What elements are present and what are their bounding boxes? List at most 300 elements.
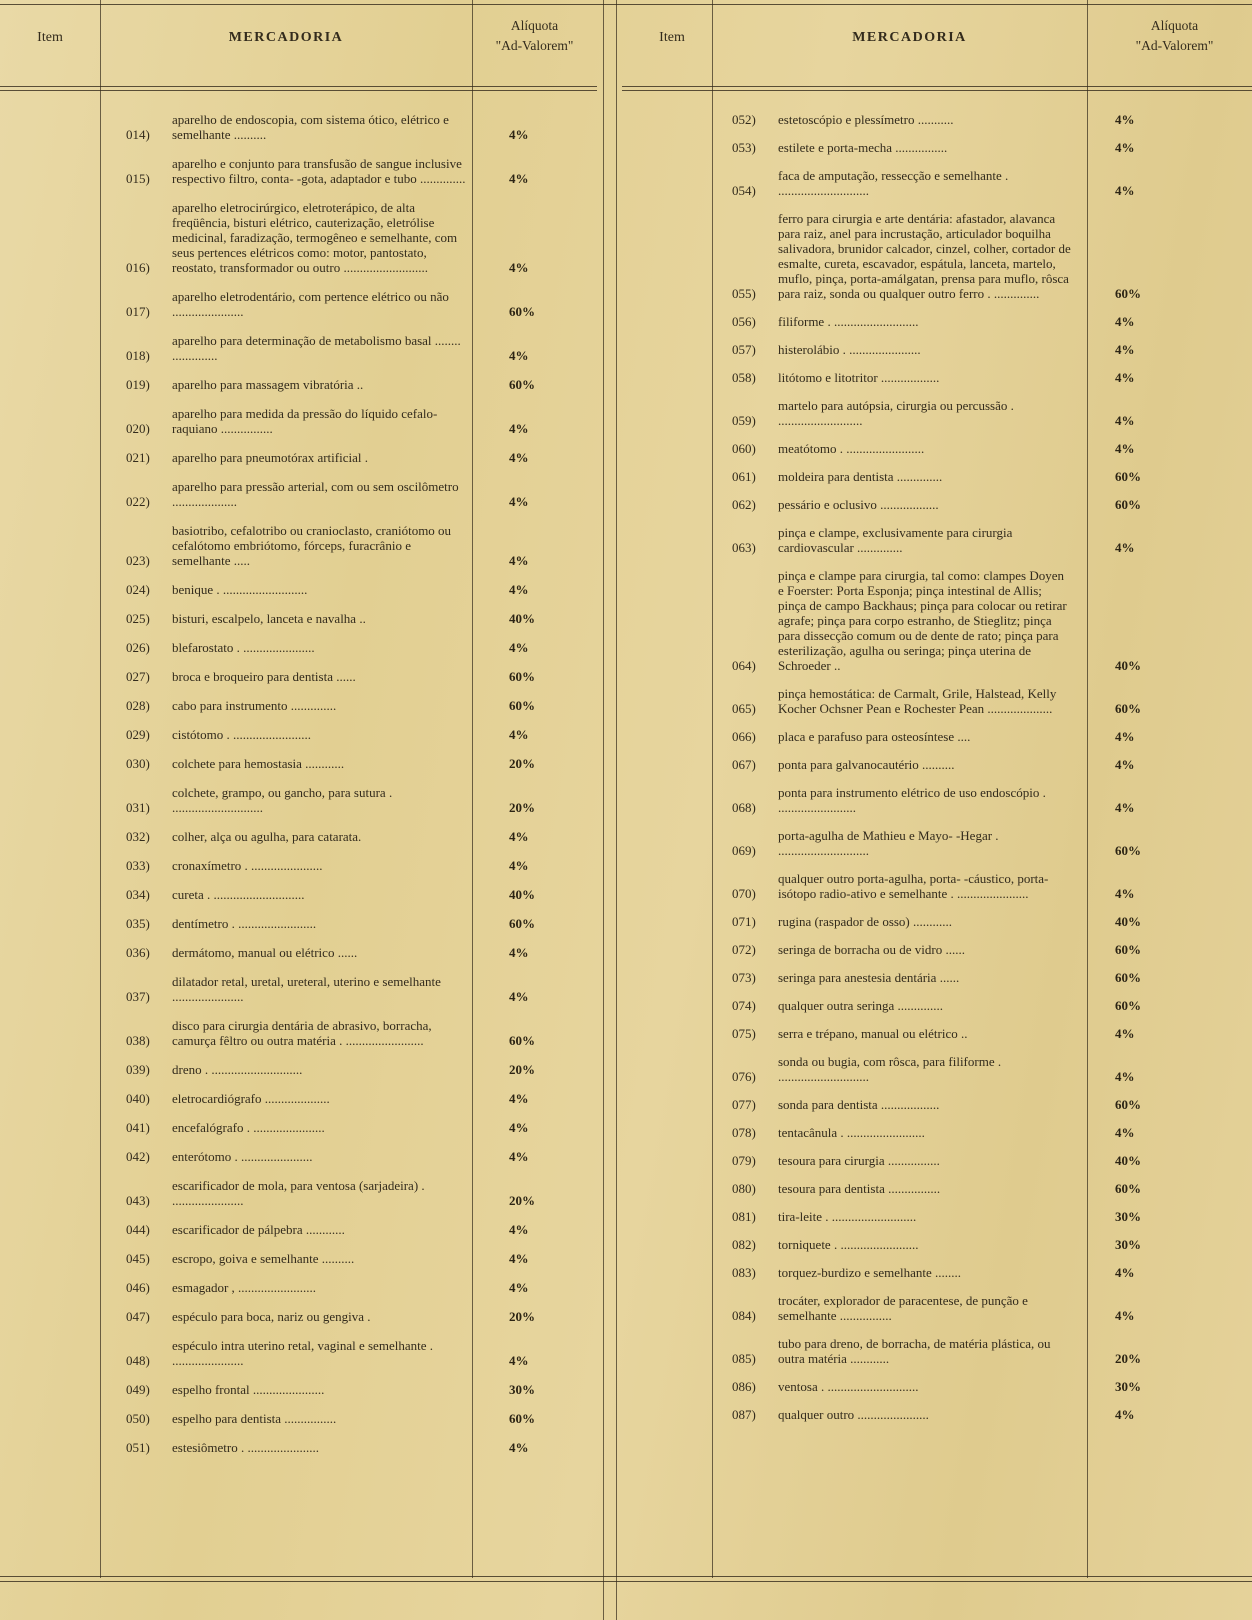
item-number: 085) [732, 1351, 756, 1366]
item-ad-valorem-rate: 60% [1115, 286, 1141, 301]
item-ad-valorem-rate: 4% [509, 727, 529, 742]
item-description: pinça hemostática: de Carmalt, Grile, Halstead, Kelly Kocher Ochsner Pean e Rochester Pean .................... [778, 686, 1057, 716]
tariff-row [126, 785, 566, 815]
item-description: escropo, goiva e semelhante .......... [172, 1251, 355, 1266]
item-ad-valorem-rate: 4% [509, 989, 529, 1004]
tariff-row [126, 112, 566, 142]
item-description: dreno . ............................ [172, 1062, 303, 1077]
item-ad-valorem-rate: 60% [1115, 497, 1141, 512]
tariff-row [732, 1407, 1202, 1422]
item-number: 069) [732, 843, 756, 858]
item-description: colchete para hemostasia ............ [172, 756, 345, 771]
item-description: espelho para dentista ................ [172, 1411, 337, 1426]
item-ad-valorem-rate: 4% [1115, 1265, 1135, 1280]
item-ad-valorem-rate: 4% [1115, 729, 1135, 744]
item-description: faca de amputação, ressecção e semelhante . ............................ [778, 168, 1009, 198]
item-ad-valorem-rate: 4% [509, 1440, 529, 1455]
item-description: aparelho para massagem vibratória .. [172, 377, 364, 392]
tariff-row [732, 998, 1202, 1013]
item-number: 060) [732, 441, 756, 456]
tariff-row [126, 1018, 566, 1048]
item-number: 024) [126, 582, 150, 597]
item-ad-valorem-rate: 60% [1115, 942, 1141, 957]
tariff-row [732, 568, 1202, 673]
item-ad-valorem-rate: 60% [1115, 1097, 1141, 1112]
tariff-row [126, 640, 566, 655]
tariff-row [126, 1178, 566, 1208]
item-ad-valorem-rate: 4% [1115, 140, 1135, 155]
item-number: 053) [732, 140, 756, 155]
item-number: 083) [732, 1265, 756, 1280]
item-description: rugina (raspador de osso) ............ [778, 914, 953, 929]
item-description: torniquete . ........................ [778, 1237, 919, 1252]
right-header-aliquota-line1: Alíquota [1150, 18, 1199, 33]
item-number: 018) [126, 348, 150, 363]
item-ad-valorem-rate: 4% [509, 348, 529, 363]
item-description: dilatador retal, uretal, ureteral, uterino e semelhante ...................... [172, 974, 441, 1004]
item-description: cistótomo . ........................ [172, 727, 312, 742]
item-ad-valorem-rate: 60% [509, 1411, 535, 1426]
item-ad-valorem-rate: 60% [1115, 701, 1141, 716]
item-number: 041) [126, 1120, 150, 1135]
item-number: 062) [732, 497, 756, 512]
tariff-row [732, 525, 1202, 555]
item-number: 014) [126, 127, 150, 142]
tariff-row [126, 200, 566, 275]
tariff-row [732, 469, 1202, 484]
item-ad-valorem-rate: 4% [509, 1091, 529, 1106]
item-ad-valorem-rate: 4% [509, 421, 529, 436]
item-number: 040) [126, 1091, 150, 1106]
item-number: 087) [732, 1407, 756, 1422]
item-ad-valorem-rate: 4% [509, 1353, 529, 1368]
item-number: 043) [126, 1193, 150, 1208]
item-number: 025) [126, 611, 150, 626]
item-number: 072) [732, 942, 756, 957]
tariff-row [732, 729, 1202, 744]
item-description: ponta para galvanocautério .......... [778, 757, 955, 772]
right-header-item-label: Item [659, 30, 685, 45]
item-ad-valorem-rate: 60% [1115, 970, 1141, 985]
tariff-row [732, 1153, 1202, 1168]
item-number: 079) [732, 1153, 756, 1168]
item-description: serra e trépano, manual ou elétrico .. [778, 1026, 968, 1041]
item-number: 027) [126, 669, 150, 684]
item-description: aparelho de endoscopia, com sistema ótico, elétrico e semelhante .......... [172, 112, 449, 142]
center-panel-divider-2 [616, 0, 617, 1620]
item-description: disco para cirurgia dentária de abrasivo, borracha, camurça fêltro ou outra matéria . ........................ [172, 1018, 432, 1048]
tariff-row [126, 479, 566, 509]
item-number: 061) [732, 469, 756, 484]
tariff-row [126, 945, 566, 960]
item-description: tentacânula . ........................ [778, 1125, 925, 1140]
item-description: cureta . ............................ [172, 887, 305, 902]
item-number: 084) [732, 1308, 756, 1323]
tariff-row [126, 1062, 566, 1077]
item-description: broca e broqueiro para dentista ...... [172, 669, 356, 684]
tariff-row [126, 450, 566, 465]
item-description: qualquer outro ...................... [778, 1407, 929, 1422]
tariff-row [126, 1280, 566, 1295]
item-description: trocáter, explorador de paracentese, de punção e semelhante ................ [778, 1293, 1028, 1323]
tariff-row [732, 942, 1202, 957]
tariff-row [126, 669, 566, 684]
tariff-row [732, 398, 1202, 428]
tariff-row [732, 497, 1202, 512]
item-ad-valorem-rate: 30% [1115, 1237, 1141, 1252]
item-ad-valorem-rate: 20% [509, 800, 535, 815]
item-ad-valorem-rate: 4% [1115, 441, 1135, 456]
tariff-row [732, 1237, 1202, 1252]
item-description: tesoura para cirurgia ................ [778, 1153, 940, 1168]
tariff-row [126, 1382, 566, 1397]
tariff-row [732, 1026, 1202, 1041]
item-number: 086) [732, 1379, 756, 1394]
item-description: filiforme . .......................... [778, 314, 919, 329]
tariff-row [732, 1209, 1202, 1224]
item-number: 039) [126, 1062, 150, 1077]
item-ad-valorem-rate: 40% [1115, 914, 1141, 929]
item-description: escarificador de pálpebra ............ [172, 1222, 345, 1237]
tariff-row [126, 1251, 566, 1266]
item-description: aparelho para determinação de metabolismo basal ........ .............. [172, 333, 461, 363]
item-description: estesiômetro . ...................... [172, 1440, 319, 1455]
tariff-row [126, 1309, 566, 1324]
left-table-panel [0, 0, 597, 1620]
tariff-row [732, 828, 1202, 858]
item-ad-valorem-rate: 4% [509, 127, 529, 142]
item-description: placa e parafuso para osteosíntese .... [778, 729, 971, 744]
tariff-row [126, 974, 566, 1004]
item-ad-valorem-rate: 4% [1115, 370, 1135, 385]
item-description: aparelho para pressão arterial, com ou sem oscilômetro .................... [172, 479, 459, 509]
item-number: 077) [732, 1097, 756, 1112]
item-number: 068) [732, 800, 756, 815]
item-number: 031) [126, 800, 150, 815]
item-ad-valorem-rate: 4% [509, 1251, 529, 1266]
item-number: 017) [126, 304, 150, 319]
tariff-row [732, 314, 1202, 329]
tariff-row [732, 370, 1202, 385]
item-description: tesoura para dentista ................ [778, 1181, 941, 1196]
item-number: 050) [126, 1411, 150, 1426]
tariff-row [126, 289, 566, 319]
left-header-mercadoria-label: MERCADORIA [228, 30, 344, 45]
item-ad-valorem-rate: 60% [1115, 843, 1141, 858]
item-description: eletrocardiógrafo .................... [172, 1091, 330, 1106]
tariff-row [126, 858, 566, 873]
tariff-row [732, 871, 1202, 901]
right-header-aliquota-line2: "Ad-Valorem" [1135, 38, 1214, 53]
item-number: 042) [126, 1149, 150, 1164]
item-ad-valorem-rate: 4% [1115, 183, 1135, 198]
item-number: 082) [732, 1237, 756, 1252]
item-ad-valorem-rate: 60% [1115, 1181, 1141, 1196]
item-ad-valorem-rate: 4% [1115, 413, 1135, 428]
item-description: dentímetro . ........................ [172, 916, 317, 931]
item-description: aparelho eletrodentário, com pertence elétrico ou não ...................... [172, 289, 449, 319]
tariff-row [126, 756, 566, 771]
tariff-row [732, 1379, 1202, 1394]
item-description: qualquer outro porta-agulha, porta- -cáustico, porta-isótopo radio-ativo e semelhante . ...................... [778, 871, 1049, 901]
item-ad-valorem-rate: 4% [509, 494, 529, 509]
item-description: colchete, grampo, ou gancho, para sutura . ............................ [172, 785, 393, 815]
item-ad-valorem-rate: 20% [509, 1193, 535, 1208]
tariff-row [732, 1181, 1202, 1196]
tariff-row [732, 1265, 1202, 1280]
item-ad-valorem-rate: 4% [509, 171, 529, 186]
tariff-row [732, 1097, 1202, 1112]
item-description: porta-agulha de Mathieu e Mayo- -Hegar . ............................ [778, 828, 999, 858]
item-ad-valorem-rate: 4% [1115, 886, 1135, 901]
item-ad-valorem-rate: 4% [1115, 757, 1135, 772]
item-number: 022) [126, 494, 150, 509]
item-description: benique . .......................... [172, 582, 308, 597]
item-number: 059) [732, 413, 756, 428]
item-number: 029) [126, 727, 150, 742]
item-description: meatótomo . ........................ [778, 441, 925, 456]
item-ad-valorem-rate: 4% [509, 640, 529, 655]
tariff-row [126, 582, 566, 597]
tariff-row [126, 1091, 566, 1106]
item-number: 036) [126, 945, 150, 960]
item-description: blefarostato . ...................... [172, 640, 315, 655]
item-description: espéculo intra uterino retal, vaginal e semelhante . ...................... [172, 1338, 433, 1368]
item-description: cabo para instrumento .............. [172, 698, 337, 713]
right-table-header [622, 12, 1252, 56]
item-ad-valorem-rate: 4% [1115, 1125, 1135, 1140]
item-number: 055) [732, 286, 756, 301]
item-ad-valorem-rate: 4% [509, 553, 529, 568]
item-description: esmagador , ........................ [172, 1280, 317, 1295]
tariff-row [732, 1125, 1202, 1140]
item-number: 019) [126, 377, 150, 392]
item-description: aparelho eletrocirúrgico, eletroterápico, de alta freqüência, bisturi elétrico, cauterização, eletrólise medicinal, faradização, termogêneo e semelhante, com seus pertences elétricos como: motor, pantostato, reostato, transformador ou outro .......................... [172, 200, 458, 275]
item-number: 052) [732, 112, 756, 127]
tariff-row [126, 1338, 566, 1368]
item-number: 038) [126, 1033, 150, 1048]
tariff-row [126, 1222, 566, 1237]
tariff-row [126, 1120, 566, 1135]
item-ad-valorem-rate: 4% [1115, 1026, 1135, 1041]
item-number: 021) [126, 450, 150, 465]
item-ad-valorem-rate: 4% [509, 1149, 529, 1164]
right-header-mercadoria-label: MERCADORIA [852, 30, 967, 45]
item-number: 047) [126, 1309, 150, 1324]
tariff-row [126, 156, 566, 186]
item-description: ferro para cirurgia e arte dentária: afastador, alavanca para raiz, anel para incrustação, articulador boquilha salivadora, brunidor calcador, cinzel, colher, cortador de esmalte, cureta, escavador, espátula, lanceta, martelo, muflo, pinça, porta-amálgatan, prensa para muflo, rôsca para raiz, sonda ou qualquer outro ferro . .............. [778, 211, 1071, 301]
item-ad-valorem-rate: 30% [509, 1382, 535, 1397]
item-description: cronaxímetro . ...................... [172, 858, 323, 873]
tariff-row [126, 1149, 566, 1164]
item-description: basiotribo, cefalotribo ou cranioclasto, craniótomo ou cefalótomo embriótomo, fórceps, furacrânio e semelhante ..... [172, 523, 452, 568]
item-ad-valorem-rate: 4% [509, 260, 529, 275]
left-header-item-label: Item [37, 30, 63, 45]
item-ad-valorem-rate: 4% [509, 450, 529, 465]
item-ad-valorem-rate: 60% [509, 1033, 535, 1048]
item-number: 015) [126, 171, 150, 186]
item-ad-valorem-rate: 60% [509, 698, 535, 713]
item-description: sonda ou bugia, com rôsca, para filiforme . ............................ [778, 1054, 1002, 1084]
tariff-row [126, 727, 566, 742]
tariff-row [126, 698, 566, 713]
item-number: 065) [732, 701, 756, 716]
item-description: pinça e clampe, exclusivamente para cirurgia cardiovascular .............. [778, 525, 1013, 555]
tariff-row [732, 168, 1202, 198]
tariff-row [732, 211, 1202, 301]
item-number: 044) [126, 1222, 150, 1237]
item-description: encefalógrafo . ...................... [172, 1120, 325, 1135]
item-description: aparelho para pneumotórax artificial . [172, 450, 368, 465]
item-number: 081) [732, 1209, 756, 1224]
tariff-row [126, 916, 566, 931]
item-ad-valorem-rate: 4% [509, 1222, 529, 1237]
item-ad-valorem-rate: 20% [509, 1309, 535, 1324]
item-ad-valorem-rate: 4% [509, 1280, 529, 1295]
item-description: tubo para dreno, de borracha, de matéria plástica, ou outra matéria ............ [778, 1336, 1051, 1366]
item-number: 033) [126, 858, 150, 873]
item-ad-valorem-rate: 4% [1115, 540, 1135, 555]
item-ad-valorem-rate: 60% [509, 916, 535, 931]
item-number: 026) [126, 640, 150, 655]
item-description: ventosa . ............................ [778, 1379, 919, 1394]
item-number: 075) [732, 1026, 756, 1041]
item-number: 063) [732, 540, 756, 555]
item-description: qualquer outra seringa .............. [778, 998, 943, 1013]
tariff-row [732, 342, 1202, 357]
item-description: bisturi, escalpelo, lanceta e navalha .. [172, 611, 366, 626]
item-description: dermátomo, manual ou elétrico ...... [172, 945, 358, 960]
item-number: 046) [126, 1280, 150, 1295]
item-description: estetoscópio e plessímetro ........... [778, 112, 954, 127]
left-header-aliquota-line2: "Ad-Valorem" [495, 38, 574, 53]
item-ad-valorem-rate: 4% [1115, 1069, 1135, 1084]
tariff-row [126, 1440, 566, 1455]
item-description: martelo para autópsia, cirurgia ou percussão . .......................... [778, 398, 1014, 428]
tariff-row [732, 112, 1202, 127]
item-number: 064) [732, 658, 756, 673]
item-number: 030) [126, 756, 150, 771]
item-description: torquez-burdizo e semelhante ........ [778, 1265, 962, 1280]
item-ad-valorem-rate: 60% [509, 304, 535, 319]
right-table-panel [622, 0, 1252, 1620]
item-ad-valorem-rate: 40% [1115, 658, 1141, 673]
item-number: 020) [126, 421, 150, 436]
tariff-row [126, 333, 566, 363]
item-number: 045) [126, 1251, 150, 1266]
item-ad-valorem-rate: 4% [1115, 342, 1135, 357]
item-description: colher, alça ou agulha, para catarata. [172, 829, 362, 844]
item-number: 048) [126, 1353, 150, 1368]
item-description: ponta para instrumento elétrico de uso endoscópio . ........................ [778, 785, 1046, 815]
left-items-list [126, 112, 566, 1576]
item-ad-valorem-rate: 4% [509, 858, 529, 873]
tariff-row [732, 914, 1202, 929]
item-ad-valorem-rate: 30% [1115, 1379, 1141, 1394]
item-description: aparelho e conjunto para transfusão de sangue inclusive respectivo filtro, conta- -gota, adaptador e tubo .............. [172, 156, 466, 186]
item-number: 037) [126, 989, 150, 1004]
item-description: espelho frontal ...................... [172, 1382, 325, 1397]
left-header-aliquota-line1: Alíquota [510, 18, 559, 33]
item-ad-valorem-rate: 20% [1115, 1351, 1141, 1366]
tariff-row [732, 757, 1202, 772]
tariff-row [732, 1054, 1202, 1084]
item-description: pinça e clampe para cirurgia, tal como: clampes Doyen e Foerster: Porta Esponja; pinça intestinal de Allis; pinça de campo Backhaus; pinça para colocar ou retirar agrafe; pinça para corpo estranho, de Stieglitz; pinça para dissecção comum ou de dente de rato; pinça para esterilização, agulha ou seringa; pinça uterina de Schroeder .. [778, 568, 1067, 673]
item-ad-valorem-rate: 4% [509, 582, 529, 597]
item-ad-valorem-rate: 20% [509, 1062, 535, 1077]
item-number: 067) [732, 757, 756, 772]
item-ad-valorem-rate: 4% [1115, 112, 1135, 127]
item-number: 028) [126, 698, 150, 713]
item-number: 054) [732, 183, 756, 198]
item-number: 023) [126, 553, 150, 568]
item-number: 034) [126, 887, 150, 902]
center-panel-divider-1 [603, 0, 604, 1620]
item-description: litótomo e litotritor .................. [778, 370, 940, 385]
tariff-row [126, 1411, 566, 1426]
item-number: 032) [126, 829, 150, 844]
item-description: espéculo para boca, nariz ou gengiva . [172, 1309, 371, 1324]
item-description: seringa para anestesia dentária ...... [778, 970, 960, 985]
item-ad-valorem-rate: 4% [509, 945, 529, 960]
tariff-row [732, 1336, 1202, 1366]
item-ad-valorem-rate: 40% [509, 887, 535, 902]
tariff-row [126, 887, 566, 902]
item-description: enterótomo . ...................... [172, 1149, 313, 1164]
left-header-aliquota-label [472, 12, 597, 56]
item-ad-valorem-rate: 4% [1115, 1308, 1135, 1323]
item-ad-valorem-rate: 4% [1115, 314, 1135, 329]
item-ad-valorem-rate: 60% [1115, 469, 1141, 484]
item-description: pessário e oclusivo .................. [778, 497, 939, 512]
item-ad-valorem-rate: 4% [1115, 1407, 1135, 1422]
left-table-header [0, 12, 597, 56]
item-ad-valorem-rate: 30% [1115, 1209, 1141, 1224]
item-number: 051) [126, 1440, 150, 1455]
item-ad-valorem-rate: 40% [1115, 1153, 1141, 1168]
tariff-row [732, 441, 1202, 456]
item-ad-valorem-rate: 20% [509, 756, 535, 771]
item-description: escarificador de mola, para ventosa (sarjadeira) . ...................... [172, 1178, 425, 1208]
item-number: 074) [732, 998, 756, 1013]
item-number: 076) [732, 1069, 756, 1084]
tariff-row [732, 686, 1202, 716]
item-number: 056) [732, 314, 756, 329]
tariff-row [732, 785, 1202, 815]
item-ad-valorem-rate: 40% [509, 611, 535, 626]
item-ad-valorem-rate: 4% [509, 829, 529, 844]
item-number: 057) [732, 342, 756, 357]
item-ad-valorem-rate: 4% [1115, 800, 1135, 815]
item-ad-valorem-rate: 60% [509, 669, 535, 684]
item-number: 073) [732, 970, 756, 985]
item-description: histerolábio . ...................... [778, 342, 921, 357]
tariff-row [732, 1293, 1202, 1323]
item-description: moldeira para dentista .............. [778, 469, 943, 484]
item-description: seringa de borracha ou de vidro ...... [778, 942, 965, 957]
tariff-row [732, 140, 1202, 155]
item-description: estilete e porta-mecha ................ [778, 140, 948, 155]
right-header-aliquota-label [1097, 12, 1252, 56]
tariff-row [126, 611, 566, 626]
right-items-list [732, 112, 1202, 1576]
item-description: tira-leite . .......................... [778, 1209, 917, 1224]
item-number: 049) [126, 1382, 150, 1397]
item-number: 016) [126, 260, 150, 275]
item-ad-valorem-rate: 60% [1115, 998, 1141, 1013]
tariff-row [126, 406, 566, 436]
item-number: 078) [732, 1125, 756, 1140]
